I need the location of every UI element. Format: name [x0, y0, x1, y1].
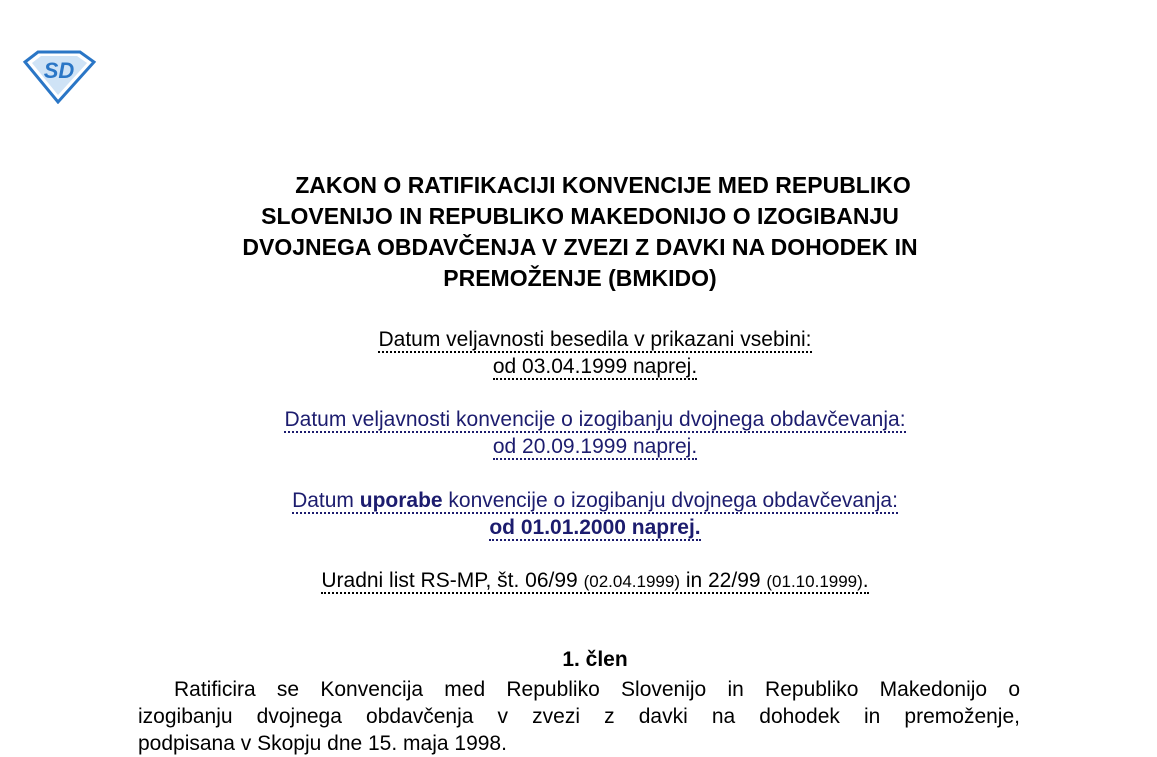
article-line-2: izogibanju dvojnega obdavčenja v zvezi z davki na dohodek in premoženje, — [138, 705, 1020, 728]
document-title — [150, 170, 1010, 294]
title-line: DVOJNEGA OBDAVČENJA V ZVEZI Z DAVKI NA DOHODEK IN — [242, 234, 918, 260]
gazette-date-1: (02.04.1999) — [583, 572, 680, 591]
application-label-bold: uporabe — [359, 489, 443, 512]
article-body — [138, 676, 1020, 757]
validity-convention-block — [150, 406, 1040, 460]
gazette-link[interactable] — [321, 569, 868, 594]
validity-convention-label[interactable]: Datum veljavnosti konvencije o izogibanju dvojnega obdavčevanja: — [284, 408, 906, 431]
article-line-3: podpisana v Skopju dne 15. maja 1998. — [138, 732, 507, 755]
gazette-suffix: . — [862, 569, 869, 592]
validity-text-block — [150, 326, 1040, 380]
gazette-middle: in 22/99 — [679, 569, 767, 592]
application-convention-label[interactable] — [292, 489, 898, 514]
sd-logo-icon — [22, 48, 96, 104]
validity-convention-value[interactable]: od 20.09.1999 naprej. — [492, 435, 698, 458]
validity-text-value[interactable]: od 03.04.1999 naprej. — [492, 355, 698, 378]
gazette-prefix: Uradni list RS-MP, št. 06/99 — [321, 569, 584, 592]
article-title: 1. člen — [562, 648, 628, 671]
application-convention-block — [150, 487, 1040, 541]
application-label-prefix: Datum — [292, 489, 360, 512]
title-line: PREMOŽENJE (BMKIDO) — [443, 265, 717, 291]
validity-text-label[interactable]: Datum veljavnosti besedila v prikazani vsebini: — [378, 328, 812, 351]
application-label-suffix: konvencije o izogibanju dvojnega obdavčevanja: — [442, 489, 898, 512]
title-line: ZAKON O RATIFIKACIJI KONVENCIJE MED REPUBLIKO — [295, 172, 911, 198]
application-convention-value[interactable]: od 01.01.2000 naprej. — [489, 516, 701, 539]
logo-text: SD — [43, 58, 75, 83]
gazette-date-2: (01.10.1999) — [766, 572, 863, 591]
gazette-reference — [150, 567, 1040, 595]
article-line-1: Ratificira se Konvencija med Republiko Slovenijo in Republiko Makedonijo o — [174, 678, 1020, 701]
title-line: SLOVENIJO IN REPUBLIKO MAKEDONIJO O IZOGIBANJU — [261, 203, 899, 229]
